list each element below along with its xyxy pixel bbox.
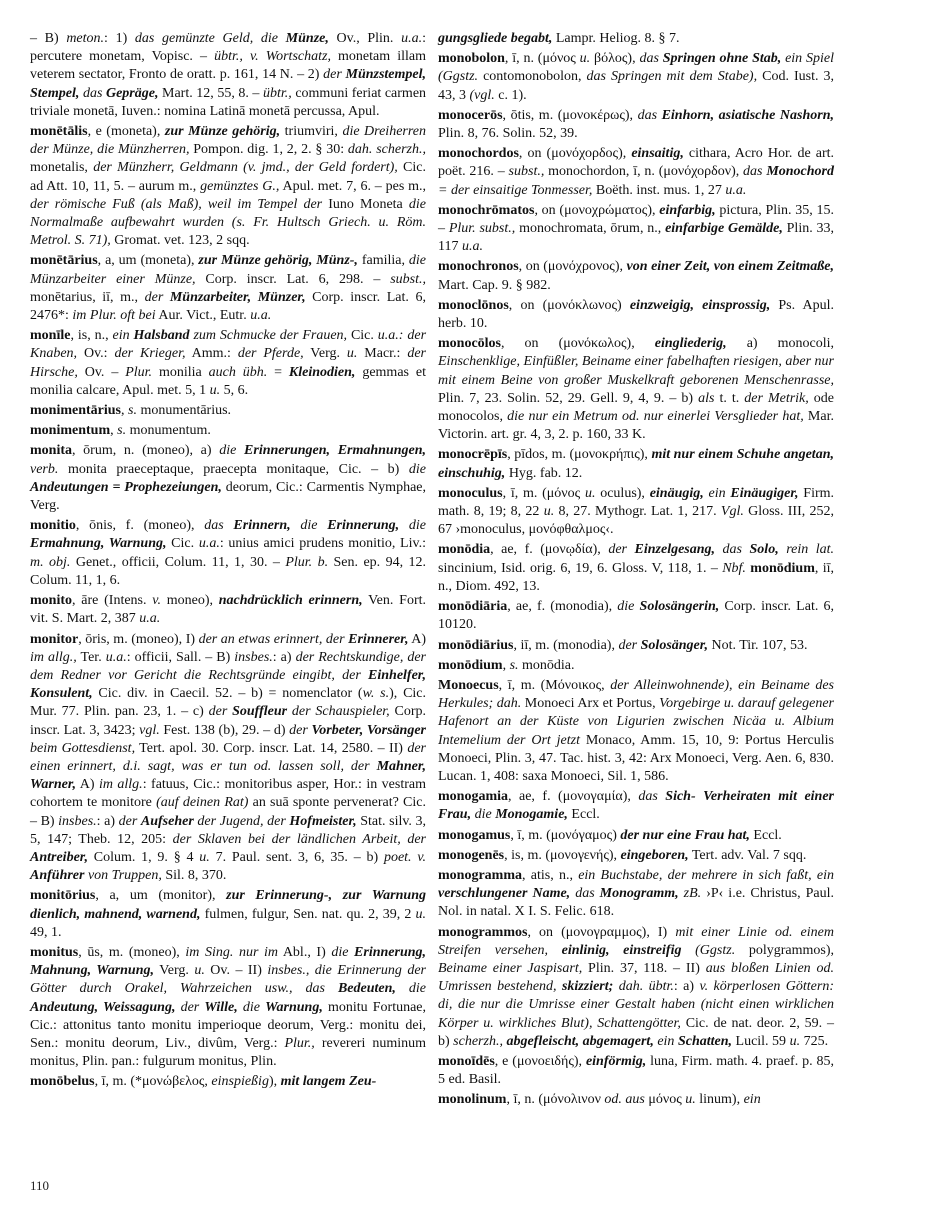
dictionary-entry: monocerōs, ōtis, m. (μονοκέρως), das Einhorn, asiatische Nashorn, Plin. 8, 76. Solin. 52, 39. [438,107,834,142]
page-number: 110 [30,1178,50,1193]
dictionary-entry: monētārius, a, um (moneta), zur Münze gehörig, Münz-, familia, die Münzarbeiter einer Münze, Corp. inscr. Lat. 6, 298. – subst., monētarius, iī, m., der Münzarbeiter, Münzer, Corp. inscr. Lat. 6, 2476*: im Plur. oft bei Aur. Vict., Eutr. u.a. [30,253,426,324]
dictionary-entry: monogramma, atis, n., ein Buchstabe, der mehrere in sich faßt, ein verschlungener Name, das Monogramm, zB. ›P‹ i.e. Christus, Paul. Nol. in natal. X I. S. Felic. 618. [438,867,834,920]
dictionary-entry: monitor, ōris, m. (moneo), I) der an etwas erinnert, der Erinnerer, A) im allg., Ter. u.a.: officii, Sall. – B) insbes.: a) der Rechtskundige, der dem Redner vor Gericht die Rechtsgründe eingibt, der Einhelfer, Konsulent, Cic. div. in Caecil. 52. – b) = nomenclator (w. s.), Cic. Mur. 77. Plin. pan. 23, 1. – c) der Souffleur der Schauspieler, Corp. inscr. Lat. 3, 3423; vgl. Fest. 138 (b), 29. – d) der Vorbeter, Vorsänger beim Gottesdienst, Tert. apol. 30. Corp. inscr. Lat. 14, 2580. – II) der einen erinnert, d.i. sagt, was er tun od. lassen soll, der Mahner, Warner, A) im allg.: fatuus, Cic.: monitoribus asper, Hor.: in vestram cohortem te monitore (auf deinen Rat) an suā sponte pervenerat? Cic. – B) insbes.: a) der Aufseher der Jugend, der Hofmeister, Stat. silv. 3, 5, 147; Theb. 12, 205: der Sklaven bei der ländlichen Arbeit, der Antreiber, Colum. 1, 9. § 4 u. 7. Paul. sent. 3, 6, 35. – b) poet. v. Anführer von Truppen, Sil. 8, 370. [30,631,427,884]
dictionary-entry: monitus, ūs, m. (moneo), im Sing. nur im Abl., I) die Erinnerung, Mahnung, Warnung, Verg. u. Ov. – II) insbes., die Erinnerung der Götter durch Orakel, Wahrzeichen usw., das Bedeuten, die Andeutung, Weissagung, der Wille, die Warnung, monitu Fortunae, Cic.: attonitus tanto monitu imperioque deorum, Verg.: monitu dei, Sen.: monitu deorum, Liv., divûm, Verg.: Plur., revereri numinum monitus, Plin. pan.: fulgurum monitus, Plin. [30,944,427,1070]
dictionary-entry: monito, āre (Intens. v. moneo), nachdrücklich erinnern, Ven. Fort. vit. S. Mart. 2, 387 u.a. [30,593,426,627]
dictionary-entry: monoclōnos, on (μονόκλωνος) einzweigig, einsprossig, Ps. Apul. herb. 10. [438,297,834,332]
dictionary-entry: monochronos, on (μονόχρονος), von einer Zeit, von einem Zeitmaße, Mart. Cap. 9. § 982. [438,259,834,293]
dictionary-entry: monochrōmatos, on (μονοχρώματος), einfarbig, pictura, Plin. 35, 15. – Plur. subst., monochromata, ōrum, n., einfarbige Gemälde, Plin. 33, 117 u.a. [438,202,835,255]
dictionary-entry: monoculus, ī, m. (μόνος u. oculus), einäugig, ein Einäugiger, Firm. math. 8, 19; 8, 22 u. 8, 27. Mythogr. Lat. 1, 217. Vgl. Gloss. III, 252, 67 ›monoculus, μονόφθαλμος‹. [438,485,835,538]
dictionary-entry: monōdiāria, ae, f. (monodia), die Solosängerin, Corp. inscr. Lat. 6, 10120. [438,599,834,633]
dictionary-entry: monogenēs, is, m. (μονογενής), eingeboren, Tert. adv. Val. 7 sqq. [438,847,807,863]
dictionary-entry: monōdiārius, iī, m. (monodia), der Solosänger, Not. Tir. 107, 53. [438,637,808,653]
dictionary-entry: monogrammos, on (μονογραμμος), I) mit einer Linie od. einem Streifen versehen, einlinig, einstreifig (Ggstz. polygrammos), Beiname einer Jaspisart, Plin. 37, 118. – II) aus bloßen Linien od. Umrissen bestehend, skizziert; dah. übtr.: a) v. körperlosen Göttern: di, die nur die Umrisse einer Gestalt haben (nicht einen wirklichen Körper u. wirkliches Blut), Schattengötter, Cic. de nat. deor. 2, 59. – b) scherzh., abgefleischt, abgemagert, ein Schatten, Lucil. 59 u. 725. [438,924,835,1049]
dictionary-entry: – B) meton.: 1) das gemünzte Geld, die Münze, Ov., Plin. u.a.: percutere monetam, Vopisc. – übtr., v. Wortschatz, monetam illam veterem sectator, Fronto de oratt. p. 161, 14 N. – 2) der Münzstempel, Stempel, das Gepräge, Mart. 12, 55, 8. – übtr., communi feriat carmen triviale monetā, Iuven.: nomina Latinā monetā percussa, Apul. [30,31,427,119]
dictionary-entry: Monoecus, ī, m. (Μόνοικος, der Alleinwohnende), ein Beiname des Herkules; dah. Monoeci Arx et Portus, Vorgebirge u. darauf gelegener Hafenort an der Küste von Ligurien zwischen Nicäa u. Albium Intemelium der Ort jetzt Monaco, Amm. 15, 10, 9: Portus Herculis Monoeci, Plin. 3, 47. Tac. hist. 3, 42: Arx Monoeci, Verg. Aen. 6, 830. Lucan. 1, 408: saxa Monoeci, Sil. 1, 586. [438,677,834,784]
dictionary-entry: monitio, ōnis, f. (moneo), das Erinnern, die Erinnerung, die Ermahnung, Warnung, Cic. u.a.: unius amici prudens monitio, Liv.: m. obj. Genet., officii, Colum. 11, 1, 30. – Plur. b. Sen. ep. 94, 12. Colum. 11, 1, 6. [30,518,427,588]
dictionary-entry: monogamia, ae, f. (μονογαμία), das Sich- Verheiraten mit einer Frau, die Monogamie, Eccl. [438,789,835,823]
dictionary-entry: monōdia, ae, f. (μονῳδία), der Einzelgesang, das Solo, rein lat. sincinium, Isid. orig. 6, 19, 6. Gloss. V, 118, 1. – Nbf. monōdium, iī, n., Diom. 492, 13. [438,542,835,594]
dictionary-entry: monobolon, ī, n. (μόνος u. βόλος), das Springen ohne Stab, ein Spiel (Ggstz. contomonobolon, das Springen mit dem Stabe), Cod. Iust. 3, 43, 3 (vgl. c. 1). [438,51,835,103]
dictionary-entry: monita, ōrum, n. (moneo), a) die Erinnerungen, Ermahnungen, verb. monita praeceptaque, praecepta monitaque, Cic. – b) die Andeutungen = Prophezeiungen, deorum, Cic.: Carmentis Nymphae, Verg. [30,443,427,514]
dictionary-entry: monolinum, ī, n. (μόνολινον od. aus μόνος u. linum), ein [438,1092,761,1108]
dictionary-entry: monogamus, ī, m. (μονόγαμος) der nur eine Frau hat, Eccl. [438,827,782,843]
left-column [30,30,426,1094]
dictionary-entry: monocōlos, on (μονόκωλος), eingliederig, a) monocoli, Einschenklige, Einfüßler, Beiname einer fabelhaften riesigen, aber nur mit einem Beine von großer Muskelkraft geborenen Menschenrasse, Plin. 7, 23. Solin. 52, 29. Gell. 9, 4, 9. – b) als t. t. der Metrik, ode monocolos, die nur ein Metrum od. nur einerlei Versglieder hat, Mar. Victorin. art. gr. 4, 3, 2. p. 160, 33 K. [438,336,834,443]
dictionary-entry: monocrēpīs, pīdos, m. (μονοκρήπις), mit nur einem Schuhe angetan, einschuhig, Hyg. fab. 12. [438,447,834,481]
dictionary-entry: monīle, is, n., ein Halsband zum Schmucke der Frauen, Cic. u.a.: der Knaben, Ov.: der Krieger, Amm.: der Pferde, Verg. u. Macr.: der Hirsche, Ov. – Plur. monilia auch übh. = Kleinodien, gemmas et monilia calcare, Apul. met. 5, 1 u. 5, 6. [30,328,427,398]
dictionary-entry: gungsgliede begabt, Lampr. Heliog. 8. § 7. [438,31,680,46]
dictionary-entry: monōbelus, ī, m. (*μονώβελος, einspießig), mit langem Zeu- [30,1074,377,1090]
dictionary-entry: monimentum, s. monumentum. [30,423,211,439]
right-column [438,30,834,1112]
dictionary-entry: monimentārius, s. monumentārius. [30,403,232,419]
dictionary-entry: monoīdēs, e (μονοειδής), einförmig, luna, Firm. math. 4. praef. p. 85, 5 ed. Basil. [438,1053,834,1088]
dictionary-entry: monochordos, on (μονόχορδος), einsaitig, cithara, Acro Hor. de art. poët. 216. – subst., monochordon, ī, n. (μονόχορδον), das Monochord = der einsaitige Tonmesser, Boëth. inst. mus. 1, 27 u.a. [438,146,834,198]
dictionary-entry: monōdium, s. monōdia. [438,657,575,673]
dictionary-entry: monētālis, e (moneta), zur Münze gehörig, triumviri, die Dreiherren der Münze, die Münzherren, Pompon. dig. 1, 2, 2. § 30: dah. scherzh., monetalis, der Münzherr, Geldmann (v. jmd., der Geld fordert), Cic. ad Att. 10, 11, 5. – aurum m., gemünztes G., Apul. met. 7, 6. – pes m., der römische Fuß (als Maß), weil im Tempel der Iuno Moneta die Normalmaße aufbewahrt wurden (s. Fr. Hultsch Griech. u. Röm. Metrol. S. 71), Gromat. vet. 123, 2 sqq. [30,124,427,249]
dictionary-entry: monitōrius, a, um (monitor), zur Erinnerung-, zur Warnung dienlich, mahnend, warnend, fulmen, fulgur, Sen. nat. qu. 2, 39, 2 u. 49, 1. [30,888,426,940]
